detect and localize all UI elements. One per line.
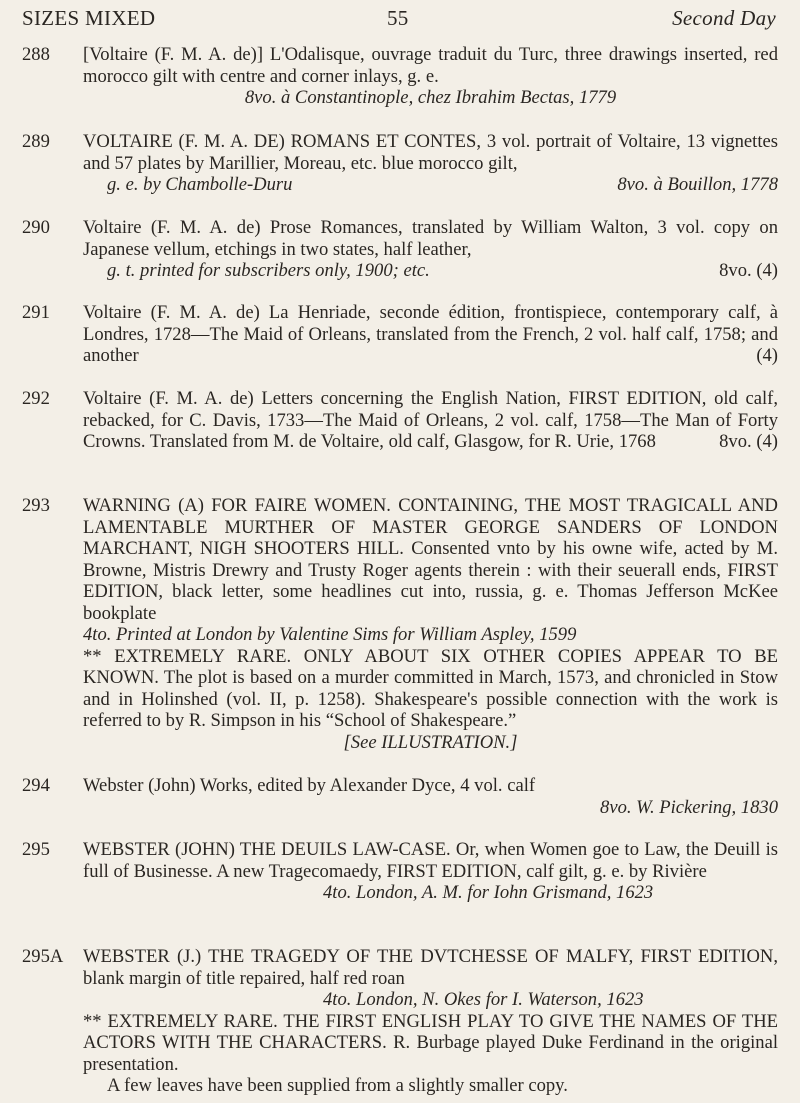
lot-format-count: 8vo. (4) xyxy=(719,431,778,452)
lot-number: 289 xyxy=(22,131,50,152)
lot-note: g. t. printed for subscribers only, 1900; etc. xyxy=(107,260,430,281)
lot-entry xyxy=(22,388,778,453)
lot-see-reference: [See ILLUSTRATION.] xyxy=(343,731,518,753)
lot-description: VOLTAIRE (F. M. A. DE) ROMANS ET CONTES, 3 vol. portrait of Voltaire, 13 vignettes and 57 plates by Marillier, Moreau, etc. blue morocco gilt, xyxy=(83,131,778,174)
lot-entry xyxy=(22,44,778,109)
lot-description: Voltaire (F. M. A. de) Prose Romances, translated by William Walton, 3 vol. copy on Japanese vellum, etchings in two states, half leather, xyxy=(83,217,778,260)
lot-number: 291 xyxy=(22,302,50,323)
lot-number: 288 xyxy=(22,44,50,65)
lot-entry xyxy=(22,131,778,196)
lot-description: WEBSTER (J.) THE TRAGEDY OF THE DVTCHESSE OF MALFY, FIRST EDITION, blank margin of title repaired, half red roan xyxy=(83,946,778,989)
lot-entry xyxy=(22,839,778,904)
lot-number: 292 xyxy=(22,388,50,409)
lot-description: Voltaire (F. M. A. de) La Henriade, seconde édition, frontispiece, contemporary calf, à Londres, 1728—The Maid of Orleans, translated from the French, 2 vol. half calf, 1758; and another xyxy=(83,302,778,366)
lot-number: 295 xyxy=(22,839,50,860)
lot-condition-note: A few leaves have been supplied from a slightly smaller copy. xyxy=(107,1075,568,1096)
lot-entry xyxy=(22,217,778,282)
lot-imprint: 4to. London, N. Okes for I. Waterson, 1623 xyxy=(323,989,644,1010)
lot-number: 294 xyxy=(22,775,50,796)
lot-description: [Voltaire (F. M. A. de)] L'Odalisque, ouvrage traduit du Turc, three drawings inserted, red morocco gilt with centre and corner inlays, g. e. xyxy=(83,44,778,87)
lot-count: (4) xyxy=(756,345,778,366)
lot-binder: g. e. by Chambolle-Duru xyxy=(107,174,293,195)
lot-imprint: 8vo. à Constantinople, chez Ibrahim Bectas, 1779 xyxy=(244,87,617,108)
lot-description: Voltaire (F. M. A. de) Letters concerning the English Nation, FIRST EDITION, old calf, rebacked, for C. Davis, 1733—The Maid of Orleans, 2 vol. calf, 1758—The Man of Forty Crowns. Translated from M. de Voltaire, old calf, Glasgow, for R. Urie, 1768 xyxy=(83,388,778,452)
lot-rarity-note: ** EXTREMELY RARE. THE FIRST ENGLISH PLAY TO GIVE THE NAMES OF THE ACTORS WITH THE CHARACTERS. R. Burbage played Duke Ferdinand in the original presentation. xyxy=(83,1010,778,1075)
lot-imprint: 8vo. à Bouillon, 1778 xyxy=(617,174,778,195)
lot-rarity-note: ** EXTREMELY RARE. ONLY ABOUT SIX OTHER COPIES APPEAR TO BE KNOWN. The plot is based on a murder committed in March, 1573, and chronicled in Stow and in Holinshed (vol. II, p. 1258). Shakespeare's possible connection with the work is referred to by R. Simpson in his “School of Shakespeare.” xyxy=(83,645,778,731)
lot-description: WARNING (A) FOR FAIRE WOMEN. CONTAINING, THE MOST TRAGICALL AND LAMENTABLE MURTHER OF MASTER GEORGE SANDERS OF LONDON MARCHANT, NIGH SHOOTERS HILL. Consented vnto by his owne wife, acted by M. Browne, Mistris Drewry and Trusty Roger agents therein : with their seuerall ends, FIRST EDITION, black letter, some headlines cut into, russia, g. e. Thomas Jefferson McKee bookplate xyxy=(83,495,778,624)
lot-entry xyxy=(22,946,778,1097)
lot-description: WEBSTER (JOHN) THE DEUILS LAW-CASE. Or, when Women goe to Law, the Deuill is full of Businesse. A new Tragecomaedy, FIRST EDITION, calf gilt, g. e. by Rivière xyxy=(83,839,778,882)
lot-imprint: 8vo. W. Pickering, 1830 xyxy=(600,796,778,818)
lot-entry xyxy=(22,495,778,753)
lot-format-count: 8vo. (4) xyxy=(719,260,778,281)
running-head xyxy=(22,6,776,30)
lot-number: 293 xyxy=(22,495,50,516)
running-head-day: Second Day xyxy=(672,6,776,30)
lot-number: 290 xyxy=(22,217,50,238)
running-head-section: SIZES MIXED xyxy=(22,6,156,30)
lot-imprint: 4to. Printed at London by Valentine Sims for William Aspley, 1599 xyxy=(83,624,577,645)
lot-entry xyxy=(22,302,778,367)
lot-description: Webster (John) Works, edited by Alexander Dyce, 4 vol. calf xyxy=(83,775,536,796)
lot-entry xyxy=(22,775,778,818)
page-number: 55 xyxy=(387,6,409,30)
lot-number: 295A xyxy=(22,946,64,967)
lot-imprint: 4to. London, A. M. for Iohn Grismand, 1623 xyxy=(323,882,654,903)
